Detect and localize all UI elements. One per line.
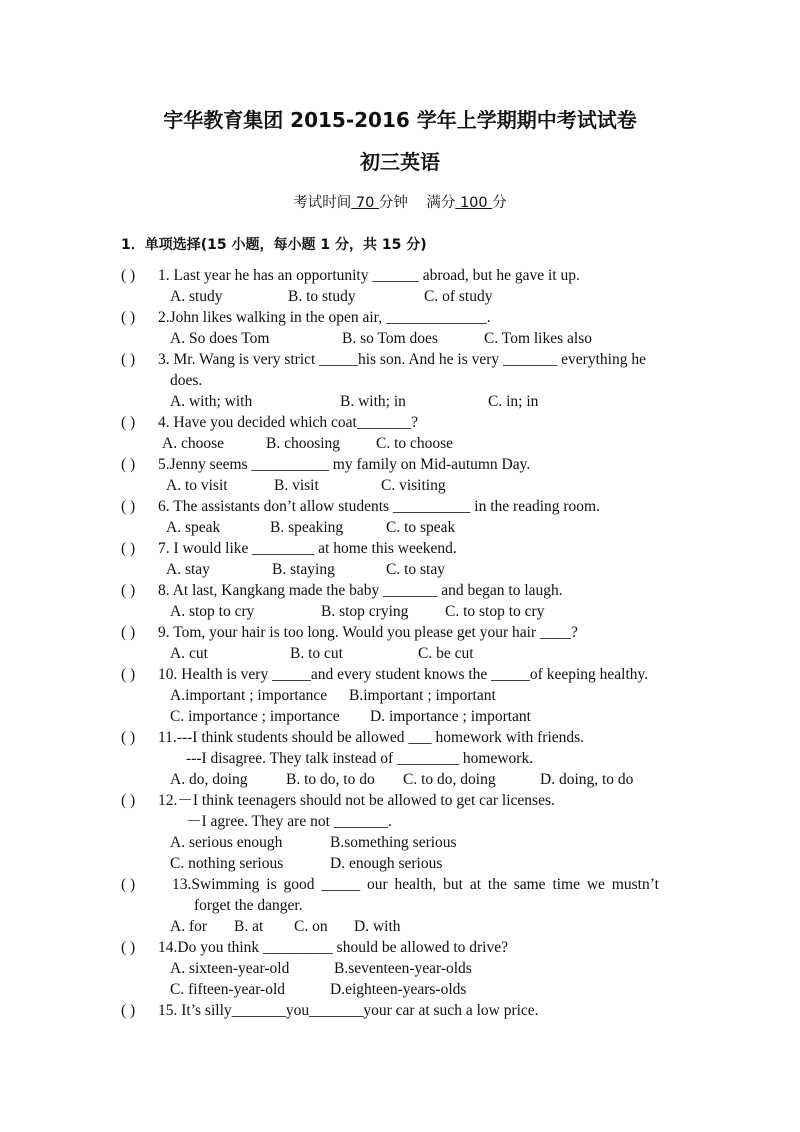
question-text-cont: does. — [170, 372, 203, 389]
answer-blank: ( ) — [121, 498, 136, 515]
option: C. on — [294, 918, 328, 935]
score-value: 100 — [455, 195, 493, 211]
question-text: 10. Health is very _____and every student knows the _____of keeping healthy. — [158, 666, 649, 683]
option: A. sixteen-year-old — [170, 960, 290, 977]
option: B. visit — [274, 477, 319, 494]
option: A. for — [170, 918, 208, 935]
option: A. study — [170, 288, 223, 305]
option: A. do, doing — [170, 771, 248, 788]
option: C. in; in — [488, 393, 539, 410]
question-text-cont: －I agree. They are not _______. — [186, 813, 392, 830]
answer-blank: ( ) — [121, 456, 136, 473]
option: A. So does Tom — [170, 330, 270, 347]
question-text: 3. Mr. Wang is very strict _____his son. And he is very _______ everything he — [158, 351, 646, 368]
option: C. to stop to cry — [445, 603, 545, 620]
option: D.eighteen-years-olds — [330, 981, 467, 998]
exam-subject: 初三英语 — [360, 150, 440, 174]
answer-blank: ( ) — [121, 792, 136, 809]
option: B. with; in — [340, 393, 406, 410]
option: B. speaking — [270, 519, 344, 536]
option: C. be cut — [418, 645, 474, 662]
option: A. with; with — [170, 393, 253, 410]
score-unit: 分 — [492, 195, 507, 211]
section-title: 1．单项选择(15 小题，每小题 1 分，共 15 分) — [121, 237, 427, 253]
question-text-cont: forget the danger. — [194, 897, 303, 914]
option: B.something serious — [330, 834, 457, 851]
option: A. speak — [166, 519, 221, 536]
exam-title: 宇华教育集团 2015-2016 学年上学期期中考试试卷 — [163, 108, 637, 132]
option: B. choosing — [266, 435, 341, 452]
option: B. to study — [288, 288, 356, 305]
option: C. to speak — [386, 519, 456, 536]
question-text: 11.---I think students should be allowed ___ homework with friends. — [158, 729, 585, 746]
time-value: 70 — [351, 195, 379, 211]
option: D. enough serious — [330, 855, 443, 872]
option: B. stop crying — [321, 603, 409, 620]
option: A. to visit — [166, 477, 228, 494]
question-text: 14.Do you think _________ should be allowed to drive? — [158, 939, 508, 956]
answer-blank: ( ) — [121, 540, 136, 557]
option: C. Tom likes also — [484, 330, 592, 347]
time-unit: 分钟 — [378, 195, 408, 211]
question-text: 1. Last year he has an opportunity ______ abroad, but he gave it up. — [158, 267, 580, 284]
option: B.important ; important — [349, 687, 496, 704]
option: C. fifteen-year-old — [170, 981, 286, 998]
option: C. nothing serious — [170, 855, 284, 872]
question-text: 4. Have you decided which coat_______? — [158, 414, 418, 431]
exam-info — [0, 191, 800, 212]
question-text: 13.Swimming is good _____ our health, but at the same time we mustn’t — [172, 876, 659, 893]
question-text: 6. The assistants don’t allow students __________ in the reading room. — [158, 498, 600, 515]
option: D. doing, to do — [540, 771, 634, 788]
answer-blank: ( ) — [121, 939, 136, 956]
question-text: 7. I would like ________ at home this weekend. — [158, 540, 457, 557]
answer-blank: ( ) — [121, 582, 136, 599]
option: C. to do, doing — [403, 771, 496, 788]
option: A. cut — [170, 645, 208, 662]
question-text: 12.－I think teenagers should not be allowed to get car licenses. — [158, 792, 555, 809]
option: B. so Tom does — [342, 330, 438, 347]
option: A.important ; importance — [170, 687, 328, 704]
question-text: 8. At last, Kangkang made the baby _______ and began to laugh. — [158, 582, 563, 599]
answer-blank: ( ) — [121, 267, 136, 284]
time-label: 考试时间 — [293, 195, 352, 211]
option: B. at — [234, 918, 264, 935]
option: C. to choose — [376, 435, 454, 452]
option: B. to cut — [290, 645, 343, 662]
answer-blank: ( ) — [121, 729, 136, 746]
answer-blank: ( ) — [121, 876, 136, 893]
question-text: 5.Jenny seems __________ my family on Mid-autumn Day. — [158, 456, 531, 473]
answer-blank: ( ) — [121, 1002, 136, 1019]
answer-blank: ( ) — [121, 351, 136, 368]
option: A. serious enough — [170, 834, 283, 851]
question-text: 15. It’s silly_______you_______your car at such a low price. — [158, 1002, 539, 1019]
option: B. to do, to do — [286, 771, 375, 788]
answer-blank: ( ) — [121, 624, 136, 641]
option: D. importance ; important — [370, 708, 531, 725]
answer-blank: ( ) — [121, 309, 136, 326]
option: A. choose — [162, 435, 224, 452]
option: C. of study — [424, 288, 493, 305]
question-text: 9. Tom, your hair is too long. Would you please get your hair ____? — [158, 624, 578, 641]
option: B.seventeen-year-olds — [334, 960, 472, 977]
option: C. visiting — [381, 477, 446, 494]
option: A. stop to cry — [170, 603, 255, 620]
score-label: 满分 — [426, 195, 456, 211]
question-text: 2.John likes walking in the open air, _____________. — [158, 309, 491, 326]
option: D. with — [354, 918, 401, 935]
option: C. to stay — [386, 561, 445, 578]
question-text-cont: ---I disagree. They talk instead of ________ homework. — [186, 750, 534, 767]
option: B. staying — [272, 561, 335, 578]
answer-blank: ( ) — [121, 414, 136, 431]
option: C. importance ; importance — [170, 708, 340, 725]
answer-blank: ( ) — [121, 666, 136, 683]
option: A. stay — [166, 561, 210, 578]
